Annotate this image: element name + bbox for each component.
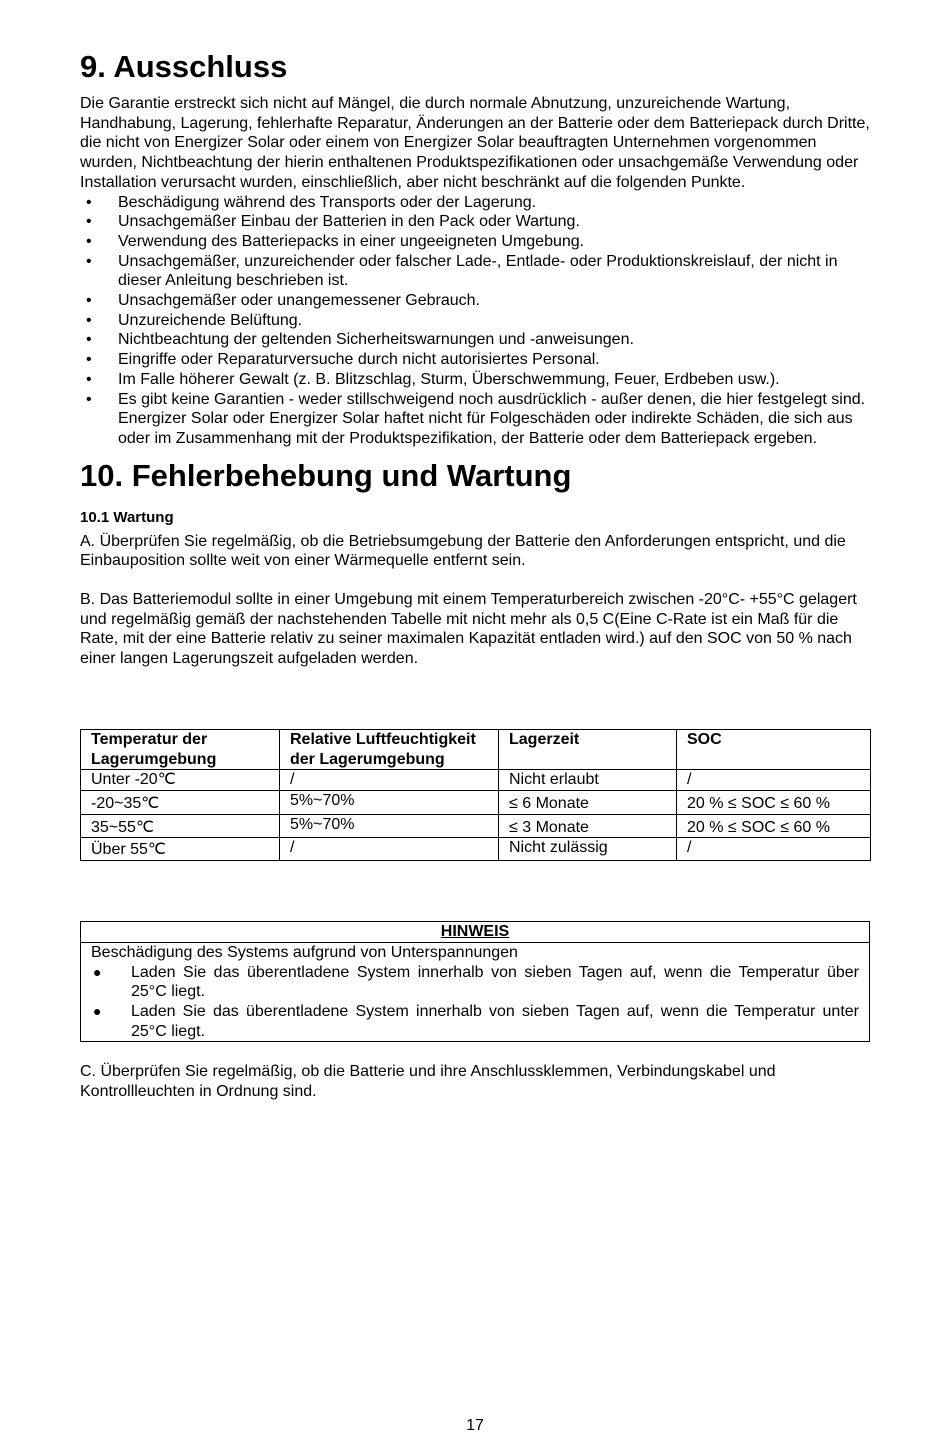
table-row <box>81 790 871 814</box>
table-cell: / <box>280 770 499 791</box>
page-number: 17 <box>466 1417 484 1434</box>
note-title: HINWEIS <box>81 922 870 943</box>
table-cell: -20~35℃ <box>81 790 280 814</box>
list-item: • Nichtbeachtung der geltenden Sicherheitswarnungen und -anweisungen. <box>80 330 870 350</box>
list-item: ● Laden Sie das überentladene System innerhalb von sieben Tagen auf, wenn die Temperatur über 25°C liegt. <box>91 963 859 1002</box>
table-cell: 20 % ≤ SOC ≤ 60 % <box>677 814 871 838</box>
table-cell: / <box>677 770 871 791</box>
note-content <box>81 942 870 1042</box>
list-item: • Unzureichende Belüftung. <box>80 311 870 331</box>
table-row <box>81 770 871 791</box>
note-box <box>80 921 870 1042</box>
document-page <box>80 48 870 1102</box>
table-cell: Über 55℃ <box>81 838 280 861</box>
note-list <box>91 963 859 1042</box>
table-cell: 35~55℃ <box>81 814 280 838</box>
table-cell: ≤ 6 Monate <box>499 790 677 814</box>
note-lead: Beschädigung des Systems aufgrund von Unterspannungen <box>91 943 518 961</box>
section-9-title: 9. Ausschluss <box>80 49 288 84</box>
table-cell: Nicht erlaubt <box>499 770 677 791</box>
list-item: ● Laden Sie das überentladene System innerhalb von sieben Tagen auf, wenn die Temperatur unter 25°C liegt. <box>91 1002 859 1041</box>
table-header-row <box>81 729 871 769</box>
header-storage-time: Lagerzeit <box>499 729 677 769</box>
table-row <box>81 814 871 838</box>
table-row <box>81 838 871 861</box>
list-item: • Eingriffe oder Reparaturversuche durch nicht autorisiertes Personal. <box>80 350 870 370</box>
table-cell: / <box>280 838 499 861</box>
header-temperature: Temperatur der Lagerumgebung <box>81 729 280 769</box>
list-item: • Unsachgemäßer Einbau der Batterien in den Pack oder Wartung. <box>80 212 870 232</box>
section-10-title: 10. Fehlerbehebung und Wartung <box>80 457 572 493</box>
paragraph-a: A. Überprüfen Sie regelmäßig, ob die Betriebsumgebung der Batterie den Anforderungen entspricht, und die Einbauposition sollte weit von einer Wärmequelle entfernt sein. <box>80 532 846 570</box>
list-item: • Im Falle höherer Gewalt (z. B. Blitzschlag, Sturm, Überschwemmung, Feuer, Erdbeben usw.). <box>80 370 870 390</box>
header-soc: SOC <box>677 729 871 769</box>
header-humidity: Relative Luftfeuchtigkeit der Lagerumgebung <box>280 729 499 769</box>
list-item: • Unsachgemäßer oder unangemessener Gebrauch. <box>80 291 870 311</box>
list-item: • Verwendung des Batteriepacks in einer ungeeigneten Umgebung. <box>80 232 870 252</box>
table-cell: 5%~70% <box>280 790 499 814</box>
table-cell: Nicht zulässig <box>499 838 677 861</box>
table-cell: 20 % ≤ SOC ≤ 60 % <box>677 790 871 814</box>
list-item: • Beschädigung während des Transports oder der Lagerung. <box>80 193 870 213</box>
list-item: • Unsachgemäßer, unzureichender oder falscher Lade-, Entlade- oder Produktionskreislauf, der nicht in dieser Anleitung beschrieben ist. <box>80 252 870 291</box>
subsection-title: 10.1 Wartung <box>80 508 174 526</box>
table-cell: 5%~70% <box>280 814 499 838</box>
paragraph-c: C. Überprüfen Sie regelmäßig, ob die Batterie und ihre Anschlussklemmen, Verbindungskabel und Kontrollleuchten in Ordnung sind. <box>80 1063 776 1101</box>
exclusion-list <box>80 193 870 449</box>
table-cell: Unter -20℃ <box>81 770 280 791</box>
storage-table <box>80 729 871 861</box>
list-item: • Es gibt keine Garantien - weder stillschweigend noch ausdrücklich - außer denen, die hier festgelegt sind. Energizer Solar oder Energizer Solar haftet nicht für Folgeschäden oder indirekte Schäden, die sich aus oder im Zusammenhang mit der Produktspezifikation, der Batterie oder dem Batteriepack ergeben. <box>80 390 870 449</box>
section-9-intro: Die Garantie erstreckt sich nicht auf Mängel, die durch normale Abnutzung, unzureichende Wartung, Handhabung, Lagerung, fehlerhafte Reparatur, Änderungen an der Batterie oder dem Batteriepack durch Dritte, die nicht von Energizer Solar oder einem von Energizer Solar beauftragten Unternehmen vorgenommen wurden, Nichtbeachtung der hierin enthaltenen Produktspezifikationen oder unsachgemäße Verwendung oder Installation verursacht wurden, einschließlich, aber nicht beschränkt auf die folgenden Punkte. <box>80 95 870 191</box>
table-cell: ≤ 3 Monate <box>499 814 677 838</box>
table-cell: / <box>677 838 871 861</box>
paragraph-b: B. Das Batteriemodul sollte in einer Umgebung mit einem Temperaturbereich zwischen -20°C- +55°C gelagert und regelmäßig gemäß der nachstehenden Tabelle mit nicht mehr als 0,5 C(Eine C-Rate ist ein Maß für die Rate, mit der eine Batterie relativ zu seiner maximalen Kapazität entladen wird.) auf den SOC von 50 % nach einer langen Lagerungszeit aufgeladen werden. <box>80 591 857 668</box>
